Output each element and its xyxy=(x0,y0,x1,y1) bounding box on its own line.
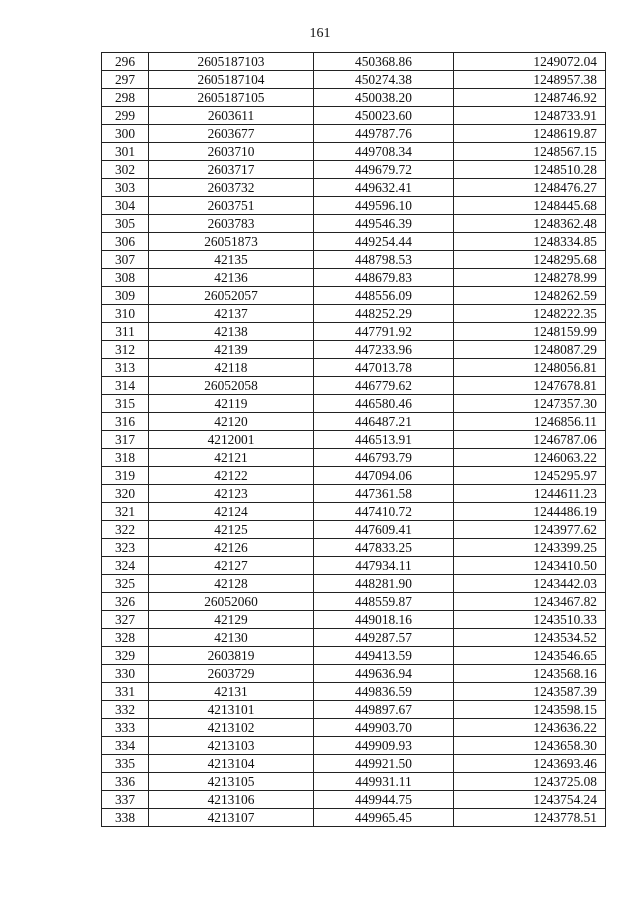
y-coordinate-cell: 1244486.19 xyxy=(454,503,606,521)
point-id-cell: 42124 xyxy=(149,503,314,521)
row-number-cell: 316 xyxy=(102,413,149,431)
x-coordinate-cell: 446487.21 xyxy=(314,413,454,431)
table-row xyxy=(102,701,606,719)
row-number-cell: 317 xyxy=(102,431,149,449)
point-id-cell: 42118 xyxy=(149,359,314,377)
table-row xyxy=(102,521,606,539)
y-coordinate-cell: 1248567.15 xyxy=(454,143,606,161)
point-id-cell: 4212001 xyxy=(149,431,314,449)
table-row xyxy=(102,233,606,251)
x-coordinate-cell: 448798.53 xyxy=(314,251,454,269)
row-number-cell: 304 xyxy=(102,197,149,215)
row-number-cell: 330 xyxy=(102,665,149,683)
table-row xyxy=(102,359,606,377)
x-coordinate-cell: 447233.96 xyxy=(314,341,454,359)
row-number-cell: 319 xyxy=(102,467,149,485)
point-id-cell: 2605187104 xyxy=(149,71,314,89)
table-row xyxy=(102,125,606,143)
row-number-cell: 332 xyxy=(102,701,149,719)
x-coordinate-cell: 447361.58 xyxy=(314,485,454,503)
table-row xyxy=(102,377,606,395)
table-row xyxy=(102,143,606,161)
y-coordinate-cell: 1244611.23 xyxy=(454,485,606,503)
y-coordinate-cell: 1246787.06 xyxy=(454,431,606,449)
table-row xyxy=(102,215,606,233)
y-coordinate-cell: 1248476.27 xyxy=(454,179,606,197)
table-row xyxy=(102,773,606,791)
point-id-cell: 4213106 xyxy=(149,791,314,809)
point-id-cell: 42129 xyxy=(149,611,314,629)
point-id-cell: 42130 xyxy=(149,629,314,647)
table-row xyxy=(102,395,606,413)
point-id-cell: 26052057 xyxy=(149,287,314,305)
table-row xyxy=(102,323,606,341)
point-id-cell: 2603783 xyxy=(149,215,314,233)
row-number-cell: 308 xyxy=(102,269,149,287)
table-row xyxy=(102,107,606,125)
x-coordinate-cell: 446793.79 xyxy=(314,449,454,467)
row-number-cell: 306 xyxy=(102,233,149,251)
y-coordinate-cell: 1243442.03 xyxy=(454,575,606,593)
row-number-cell: 329 xyxy=(102,647,149,665)
y-coordinate-cell: 1248056.81 xyxy=(454,359,606,377)
row-number-cell: 296 xyxy=(102,53,149,71)
point-id-cell: 26051873 xyxy=(149,233,314,251)
y-coordinate-cell: 1243410.50 xyxy=(454,557,606,575)
row-number-cell: 318 xyxy=(102,449,149,467)
y-coordinate-cell: 1243778.51 xyxy=(454,809,606,827)
point-id-cell: 42126 xyxy=(149,539,314,557)
row-number-cell: 301 xyxy=(102,143,149,161)
y-coordinate-cell: 1243598.15 xyxy=(454,701,606,719)
point-id-cell: 2605187105 xyxy=(149,89,314,107)
row-number-cell: 297 xyxy=(102,71,149,89)
row-number-cell: 321 xyxy=(102,503,149,521)
table-row xyxy=(102,719,606,737)
point-id-cell: 42137 xyxy=(149,305,314,323)
x-coordinate-cell: 448281.90 xyxy=(314,575,454,593)
y-coordinate-cell: 1248362.48 xyxy=(454,215,606,233)
y-coordinate-cell: 1248619.87 xyxy=(454,125,606,143)
row-number-cell: 298 xyxy=(102,89,149,107)
row-number-cell: 314 xyxy=(102,377,149,395)
x-coordinate-cell: 449944.75 xyxy=(314,791,454,809)
y-coordinate-cell: 1243658.30 xyxy=(454,737,606,755)
table-row xyxy=(102,467,606,485)
table-row xyxy=(102,683,606,701)
row-number-cell: 309 xyxy=(102,287,149,305)
y-coordinate-cell: 1243467.82 xyxy=(454,593,606,611)
row-number-cell: 299 xyxy=(102,107,149,125)
table-row xyxy=(102,791,606,809)
y-coordinate-cell: 1249072.04 xyxy=(454,53,606,71)
x-coordinate-cell: 447833.25 xyxy=(314,539,454,557)
x-coordinate-cell: 450368.86 xyxy=(314,53,454,71)
point-id-cell: 4213101 xyxy=(149,701,314,719)
row-number-cell: 334 xyxy=(102,737,149,755)
table-row xyxy=(102,503,606,521)
point-id-cell: 2605187103 xyxy=(149,53,314,71)
y-coordinate-cell: 1248334.85 xyxy=(454,233,606,251)
point-id-cell: 26052058 xyxy=(149,377,314,395)
page-number: 161 xyxy=(309,26,331,41)
x-coordinate-cell: 449546.39 xyxy=(314,215,454,233)
point-id-cell: 42120 xyxy=(149,413,314,431)
table-row xyxy=(102,593,606,611)
point-id-cell: 42128 xyxy=(149,575,314,593)
point-id-cell: 42135 xyxy=(149,251,314,269)
table-row xyxy=(102,341,606,359)
y-coordinate-cell: 1243587.39 xyxy=(454,683,606,701)
row-number-cell: 307 xyxy=(102,251,149,269)
table-row xyxy=(102,161,606,179)
x-coordinate-cell: 450038.20 xyxy=(314,89,454,107)
y-coordinate-cell: 1248278.99 xyxy=(454,269,606,287)
row-number-cell: 320 xyxy=(102,485,149,503)
table-row xyxy=(102,647,606,665)
x-coordinate-cell: 449909.93 xyxy=(314,737,454,755)
x-coordinate-cell: 449836.59 xyxy=(314,683,454,701)
row-number-cell: 327 xyxy=(102,611,149,629)
y-coordinate-cell: 1243693.46 xyxy=(454,755,606,773)
y-coordinate-cell: 1248733.91 xyxy=(454,107,606,125)
x-coordinate-cell: 449596.10 xyxy=(314,197,454,215)
x-coordinate-cell: 446779.62 xyxy=(314,377,454,395)
x-coordinate-cell: 447791.92 xyxy=(314,323,454,341)
x-coordinate-cell: 448559.87 xyxy=(314,593,454,611)
y-coordinate-cell: 1247357.30 xyxy=(454,395,606,413)
x-coordinate-cell: 449413.59 xyxy=(314,647,454,665)
point-id-cell: 2603751 xyxy=(149,197,314,215)
point-id-cell: 42139 xyxy=(149,341,314,359)
table-row xyxy=(102,71,606,89)
table-row xyxy=(102,557,606,575)
table-row xyxy=(102,449,606,467)
x-coordinate-cell: 446513.91 xyxy=(314,431,454,449)
point-id-cell: 42136 xyxy=(149,269,314,287)
x-coordinate-cell: 447013.78 xyxy=(314,359,454,377)
point-id-cell: 4213102 xyxy=(149,719,314,737)
table-row xyxy=(102,611,606,629)
x-coordinate-cell: 447410.72 xyxy=(314,503,454,521)
y-coordinate-cell: 1248262.59 xyxy=(454,287,606,305)
row-number-cell: 303 xyxy=(102,179,149,197)
row-number-cell: 305 xyxy=(102,215,149,233)
row-number-cell: 328 xyxy=(102,629,149,647)
table-row xyxy=(102,251,606,269)
x-coordinate-cell: 447094.06 xyxy=(314,467,454,485)
table-row xyxy=(102,539,606,557)
table-row xyxy=(102,413,606,431)
row-number-cell: 335 xyxy=(102,755,149,773)
point-id-cell: 42131 xyxy=(149,683,314,701)
y-coordinate-cell: 1247678.81 xyxy=(454,377,606,395)
y-coordinate-cell: 1243725.08 xyxy=(454,773,606,791)
y-coordinate-cell: 1248295.68 xyxy=(454,251,606,269)
y-coordinate-cell: 1243546.65 xyxy=(454,647,606,665)
x-coordinate-cell: 449018.16 xyxy=(314,611,454,629)
y-coordinate-cell: 1248159.99 xyxy=(454,323,606,341)
row-number-cell: 333 xyxy=(102,719,149,737)
table-row xyxy=(102,287,606,305)
x-coordinate-cell: 448556.09 xyxy=(314,287,454,305)
x-coordinate-cell: 449931.11 xyxy=(314,773,454,791)
coordinate-table-body xyxy=(102,53,606,827)
table-row xyxy=(102,431,606,449)
row-number-cell: 324 xyxy=(102,557,149,575)
row-number-cell: 310 xyxy=(102,305,149,323)
table-row xyxy=(102,737,606,755)
point-id-cell: 2603729 xyxy=(149,665,314,683)
table-row xyxy=(102,53,606,71)
y-coordinate-cell: 1243510.33 xyxy=(454,611,606,629)
y-coordinate-cell: 1243636.22 xyxy=(454,719,606,737)
table-row xyxy=(102,755,606,773)
table-row xyxy=(102,629,606,647)
y-coordinate-cell: 1248746.92 xyxy=(454,89,606,107)
row-number-cell: 331 xyxy=(102,683,149,701)
point-id-cell: 4213104 xyxy=(149,755,314,773)
table-row xyxy=(102,89,606,107)
x-coordinate-cell: 450274.38 xyxy=(314,71,454,89)
table-row xyxy=(102,575,606,593)
x-coordinate-cell: 449921.50 xyxy=(314,755,454,773)
y-coordinate-cell: 1245295.97 xyxy=(454,467,606,485)
point-id-cell: 2603819 xyxy=(149,647,314,665)
point-id-cell: 42127 xyxy=(149,557,314,575)
x-coordinate-cell: 449287.57 xyxy=(314,629,454,647)
row-number-cell: 315 xyxy=(102,395,149,413)
table-row xyxy=(102,197,606,215)
x-coordinate-cell: 446580.46 xyxy=(314,395,454,413)
table-row xyxy=(102,305,606,323)
coordinate-table xyxy=(101,52,606,827)
row-number-cell: 311 xyxy=(102,323,149,341)
y-coordinate-cell: 1248087.29 xyxy=(454,341,606,359)
x-coordinate-cell: 449903.70 xyxy=(314,719,454,737)
point-id-cell: 42123 xyxy=(149,485,314,503)
point-id-cell: 2603710 xyxy=(149,143,314,161)
point-id-cell: 4213103 xyxy=(149,737,314,755)
x-coordinate-cell: 449254.44 xyxy=(314,233,454,251)
x-coordinate-cell: 450023.60 xyxy=(314,107,454,125)
y-coordinate-cell: 1243534.52 xyxy=(454,629,606,647)
y-coordinate-cell: 1243568.16 xyxy=(454,665,606,683)
y-coordinate-cell: 1246063.22 xyxy=(454,449,606,467)
table-row xyxy=(102,485,606,503)
x-coordinate-cell: 448252.29 xyxy=(314,305,454,323)
y-coordinate-cell: 1243754.24 xyxy=(454,791,606,809)
row-number-cell: 300 xyxy=(102,125,149,143)
point-id-cell: 42138 xyxy=(149,323,314,341)
row-number-cell: 313 xyxy=(102,359,149,377)
point-id-cell: 2603717 xyxy=(149,161,314,179)
table-row xyxy=(102,665,606,683)
y-coordinate-cell: 1243399.25 xyxy=(454,539,606,557)
row-number-cell: 337 xyxy=(102,791,149,809)
table-row xyxy=(102,809,606,827)
x-coordinate-cell: 447609.41 xyxy=(314,521,454,539)
row-number-cell: 326 xyxy=(102,593,149,611)
table-row xyxy=(102,179,606,197)
y-coordinate-cell: 1246856.11 xyxy=(454,413,606,431)
y-coordinate-cell: 1248957.38 xyxy=(454,71,606,89)
table-row xyxy=(102,269,606,287)
x-coordinate-cell: 449787.76 xyxy=(314,125,454,143)
y-coordinate-cell: 1248222.35 xyxy=(454,305,606,323)
row-number-cell: 322 xyxy=(102,521,149,539)
y-coordinate-cell: 1248510.28 xyxy=(454,161,606,179)
row-number-cell: 312 xyxy=(102,341,149,359)
x-coordinate-cell: 449632.41 xyxy=(314,179,454,197)
row-number-cell: 323 xyxy=(102,539,149,557)
y-coordinate-cell: 1243977.62 xyxy=(454,521,606,539)
x-coordinate-cell: 447934.11 xyxy=(314,557,454,575)
point-id-cell: 4213107 xyxy=(149,809,314,827)
point-id-cell: 26052060 xyxy=(149,593,314,611)
x-coordinate-cell: 449636.94 xyxy=(314,665,454,683)
x-coordinate-cell: 449679.72 xyxy=(314,161,454,179)
point-id-cell: 42122 xyxy=(149,467,314,485)
row-number-cell: 338 xyxy=(102,809,149,827)
point-id-cell: 4213105 xyxy=(149,773,314,791)
x-coordinate-cell: 448679.83 xyxy=(314,269,454,287)
row-number-cell: 302 xyxy=(102,161,149,179)
y-coordinate-cell: 1248445.68 xyxy=(454,197,606,215)
x-coordinate-cell: 449897.67 xyxy=(314,701,454,719)
x-coordinate-cell: 449708.34 xyxy=(314,143,454,161)
point-id-cell: 42125 xyxy=(149,521,314,539)
point-id-cell: 2603611 xyxy=(149,107,314,125)
point-id-cell: 2603677 xyxy=(149,125,314,143)
point-id-cell: 42119 xyxy=(149,395,314,413)
point-id-cell: 2603732 xyxy=(149,179,314,197)
row-number-cell: 325 xyxy=(102,575,149,593)
x-coordinate-cell: 449965.45 xyxy=(314,809,454,827)
row-number-cell: 336 xyxy=(102,773,149,791)
point-id-cell: 42121 xyxy=(149,449,314,467)
